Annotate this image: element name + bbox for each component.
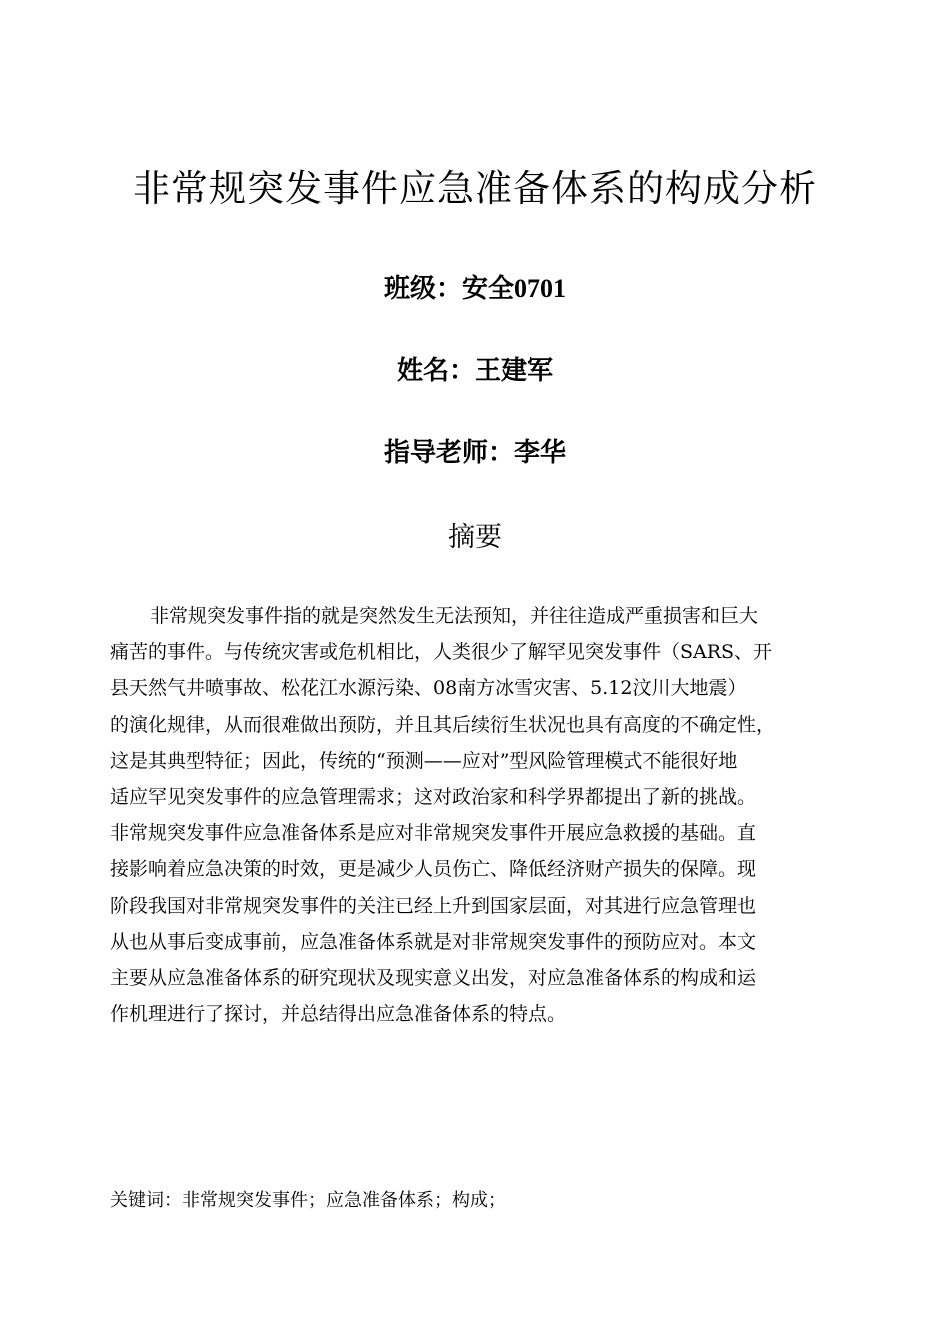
advisor-line: 指导老师：李华: [383, 438, 566, 468]
abstract-heading: 摘要: [448, 522, 502, 553]
class-line: [0, 268, 950, 305]
abstract-line: 从也从事后变成事前，应急准备体系就是对非常规突发事件的预防应对。本文: [110, 930, 757, 953]
abstract-line: 痛苦的事件。与传统灾害或危机相比，人类很少了解罕见突发事件（SARS、开: [110, 641, 773, 664]
abstract-line: 适应罕见突发事件的应急管理需求；这对政治家和科学界都提出了新的挑战。: [110, 785, 757, 808]
abstract-line: 非常规突发事件应急准备体系是应对非常规突发事件开展应急救援的基础。直: [110, 822, 757, 845]
keywords-text: 非常规突发事件；应急准备体系；构成；: [182, 1190, 506, 1211]
abstract-line: 的演化规律，从而很难做出预防，并且其后续衍生状况也具有高度的不确定性，: [110, 713, 776, 736]
class-label: 班级：安全: [383, 274, 514, 304]
document-title: 非常规突发事件应急准备体系的构成分析: [133, 167, 817, 210]
abstract-line: 阶段我国对非常规突发事件的关注已经上升到国家层面，对其进行应急管理也: [110, 894, 757, 917]
abstract-body: [110, 598, 870, 1032]
keywords-line: [110, 1186, 506, 1212]
abstract-line: 非常规突发事件指的就是突然发生无法预知，并往往造成严重损害和巨大: [150, 605, 759, 627]
abstract-line: 这是其典型特征；因此，传统的“预测——应对”型风险管理模式不能很好地: [110, 749, 738, 772]
abstract-line: 主要从应急准备体系的研究现状及现实意义出发，对应急准备体系的构成和运: [110, 966, 757, 989]
abstract-line: 县天然气井喷事故、松花江水源污染、08南方冰雪灾害、5.12汶川大地震）: [110, 677, 747, 700]
student-name-line: 姓名：王建军: [396, 356, 553, 386]
keywords-label: 关键词：: [110, 1190, 182, 1211]
abstract-line: 作机理进行了探讨，并总结得出应急准备体系的特点。: [110, 1003, 567, 1026]
abstract-line: 接影响着应急决策的时效，更是减少人员伤亡、降低经济财产损失的保障。现: [110, 858, 757, 881]
class-number: 0701: [514, 274, 566, 303]
